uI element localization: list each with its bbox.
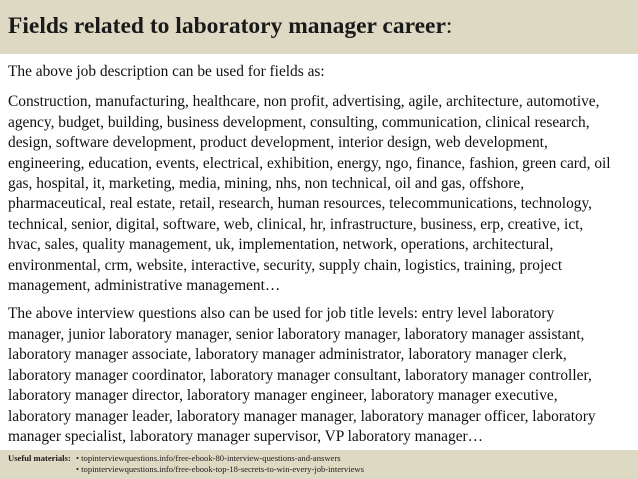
fields-line: environmental, crm, website, interactive, security, supply chain, logistics, training, project [8, 256, 563, 274]
fields-line: Construction, manufacturing, healthcare, non profit, advertising, agile, architecture, automotive, [8, 93, 600, 111]
fields-line: engineering, education, events, electrical, exhibition, energy, ngo, finance, fashion, green card, oil [8, 154, 611, 172]
footer-link-ebook-18-secrets[interactable]: • topinterviewquestions.info/free-ebook-top-18-secrets-to-win-every-job-interviews [76, 464, 364, 474]
fields-line: design, software development, product development, interior design, web development, [8, 134, 548, 152]
levels-line: manager specialist, laboratory manager supervisor, VP laboratory manager… [8, 427, 484, 445]
levels-paragraph [8, 304, 632, 447]
levels-line: laboratory manager associate, laboratory manager administrator, laboratory manager clerk, [8, 346, 567, 364]
intro-text: The above job description can be used for fields as: [8, 63, 325, 80]
footer-label: Useful materials: [8, 453, 71, 463]
slide-content [8, 62, 632, 447]
levels-line: The above interview questions also can be used for job title levels: entry level laboratory [8, 305, 555, 323]
footer-link-ebook-80-questions[interactable]: • topinterviewquestions.info/free-ebook-80-interview-questions-and-answers [76, 453, 341, 463]
footer-row [8, 464, 638, 475]
fields-line: technical, senior, digital, software, web, clinical, hr, infrastructure, business, erp, creative, ict, [8, 215, 584, 233]
footer-row [8, 453, 638, 464]
levels-line: laboratory manager coordinator, laboratory manager consultant, laboratory manager controller, [8, 366, 592, 384]
fields-line: agency, budget, building, business development, consulting, communication, clinical research, [8, 113, 590, 131]
levels-line: manager, junior laboratory manager, senior laboratory manager, laboratory manager assistant, [8, 325, 585, 343]
levels-line: laboratory manager leader, laboratory manager manager, laboratory manager officer, laboratory [8, 407, 596, 425]
title-bar [0, 0, 638, 54]
fields-line: pharmaceutical, real estate, retail, research, human resources, telecommunications, technology, [8, 195, 593, 213]
slide-title-colon: : [445, 13, 453, 39]
footer-label-spacer [8, 464, 76, 475]
slide-title-text: Fields related to laboratory manager career [8, 13, 446, 39]
levels-line: laboratory manager director, laboratory manager engineer, laboratory manager executive, [8, 387, 558, 405]
fields-paragraph [8, 92, 632, 296]
fields-line: gas, hospital, it, marketing, media, mining, nhs, non technical, oil and gas, offshore, [8, 175, 525, 193]
fields-line: hvac, sales, quality management, uk, implementation, network, operations, architectural, [8, 236, 554, 254]
slide-title [8, 12, 638, 40]
footer-bar [0, 450, 638, 479]
fields-line: management, administrative management… [8, 277, 281, 295]
